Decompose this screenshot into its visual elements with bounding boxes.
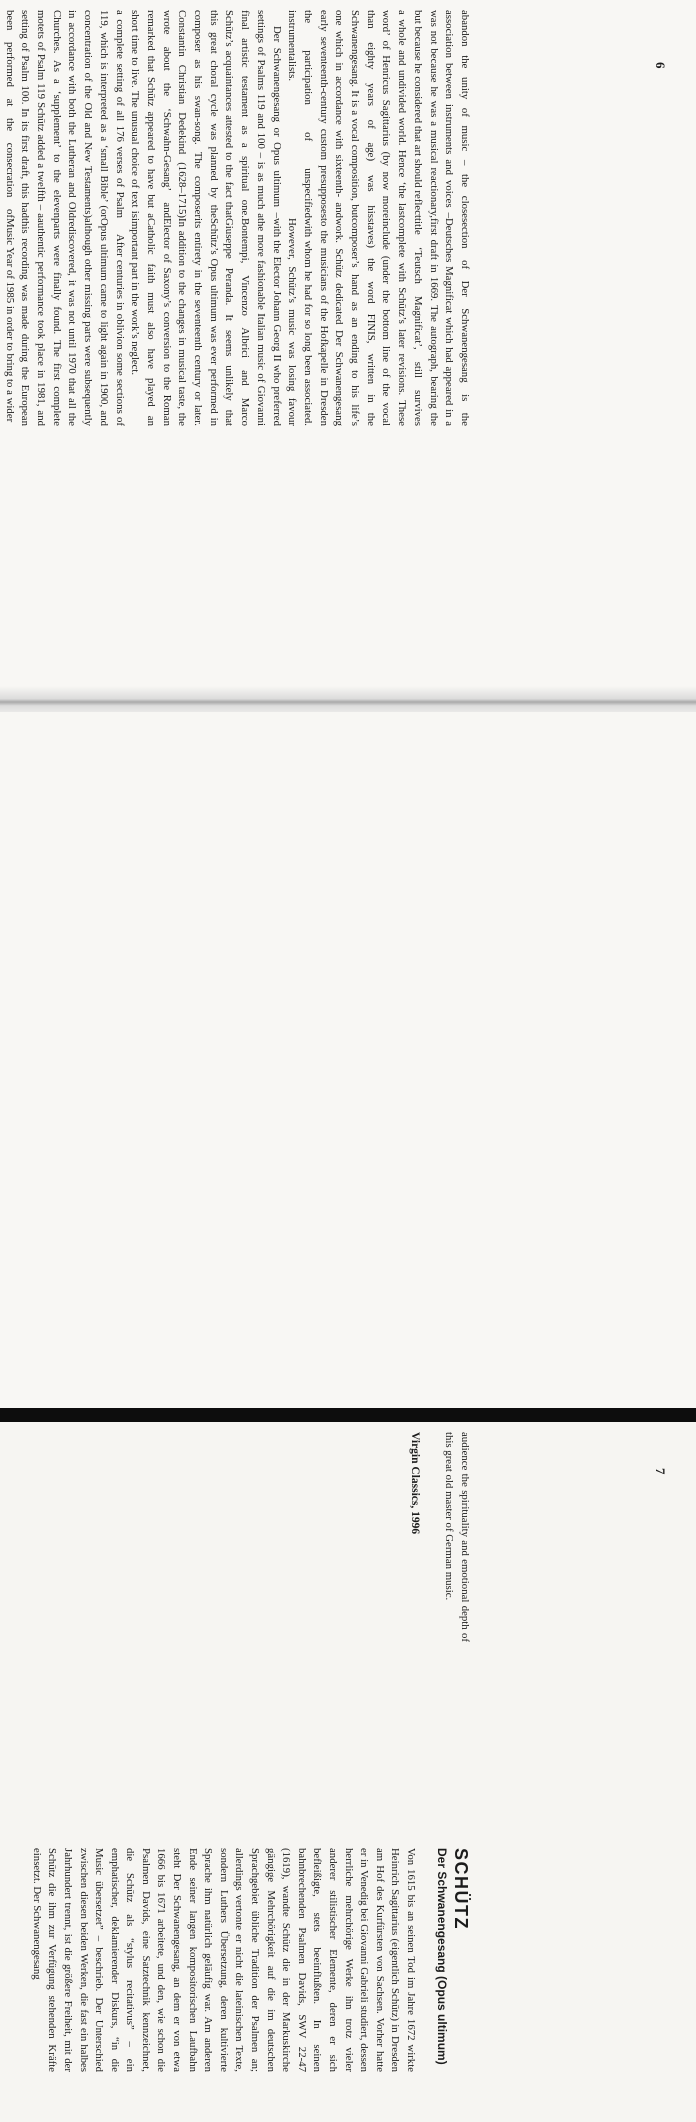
section-heading — [434, 1848, 472, 2072]
page-7-rotated-content — [30, 1432, 668, 2122]
page-number: 7 — [653, 1468, 668, 1475]
work-title: Der Schwanengesang (Opus ultimum) — [435, 1848, 449, 2065]
composer-name: SCHÜTZ — [451, 1848, 471, 1930]
paragraph: section of Der Schwanengesang is the Deutsches Magnificat which had appeared in a first draft in 1669. The autograph, bearing the title ‘Teutsch Magnificat’, still survives complete with Schütz’s later revisions. These include (under the bottom line of the vocal staves) the word FINIS, written in the composer’s hand as an ending to his life’s work. Schütz dedicated Der Schwanengesang to the musicians of the Hofkapelle in Dresden with whom he had for so long been associated. However, Schütz’s music was losing favour with the Elector Johann Georg II who preferred the more fashionable Italian music of Giovanni Bontempi, Vincenzo Albrici and Marco Giuseppe Peranda. It seems unlikely that Schütz’s Opus ultimum was ever performed in its entirety in the seventeenth century or later. In addition to the changes in musical taste, the Elector of Saxony’s conversion to the Roman Catholic faith must also have played an important part in the work’s neglect. — [129, 218, 471, 426]
page-6-rotated-content — [3, 10, 668, 690]
paragraph: Von 1615 bis an seinen Tod im Jahre 1672 wirkte Heinrich Sagittarius (eigentlich Schütz) in Dresden am Hof des Kurfürsten von Sachsen. Vorher hatte er in Venedig bei Giovanni Gabrieli studiert, dessen herrliche mehrchörige Werke ihn trotz vieler anderer stilistischer Elemente, deren er sich befleißigte, stets beeinflußten. In seinen bahnbrechenden Psalmen Davids, SWV 22-47 (1619), wandte Schütz die in der Markuskirche gängige Mehrchörigkeit auf die im deutschen Sprachgebiet übliche Tradition der Psalmen an; allerdings vertonte er nicht die lateinischen Texte, sondern Luthers Übersetzung, deren kultivierte Sprache ihm natürlich geläufig war. Am anderen Ende seiner langen kompositorischen Laufbahn steht Der Schwanengesang, an dem er von etwa 1666 bis 1671 arbeitete, und den, wie schon die Psalmen Davids, eine Satztechnik kennzeichnet, die Schütz als “stylus recitativus” – ein emphatischer, deklamierender Diskurs, “in die Music übersetzet” – beschrieb. Der Unterschied zwischen diesen beiden Werken, die fast ein halbes Jahrhundert trennt, ist die größere Freiheit, mit der Schütz die ihm zur Verfügung stehenden Kräfte einsetzt. Der Schwanengesang — [30, 1848, 417, 2072]
german-text-column — [28, 1848, 418, 2072]
paragraph: After centuries in oblivion some sections of Opus ultimum came to light again in 1900, and although other missing parts were subsequently rediscovered, it was not until 1970 that all the parts were finally found. The first complete authentic performance took place in 1981, and this recording was made during the European Music Year of 1985 in order to bring to a wider — [3, 218, 126, 426]
paragraph: audience the spirituality and emotional depth of this great old master of German music. — [443, 1432, 471, 1642]
text-column-continuation — [441, 1432, 472, 1642]
booklet-page-6 — [0, 0, 696, 700]
scan-edge — [0, 1408, 696, 1422]
page-number: 6 — [653, 62, 668, 69]
text-column-2 — [1, 218, 472, 426]
paragraph: abandon the unity of music – the close association between instruments and voices – was not because he was a musical reactionary, but because he considered that art should reflect a whole and undivided world. Hence ‘the last word’ of Henricus Sagittarius (by now more than eighty years of age) was his Schwanengesang. It is a vocal composition, but one which in accordance with sixteenth- and early seventeenth-century custom presupposes the participation of unspecified instrumentalists. — [286, 10, 471, 218]
record-label-credit: Virgin Classics, 1996 — [409, 1432, 421, 1535]
text-column-1 — [0, 10, 472, 218]
paragraph: Der Schwanengesang or Opus ultimum – settings of Psalms 119 and 100 – is as much a final artistic testament as a spiritual one. Schütz’s acquaintances attested to the fact that this great choral cycle was planned by the composer as his swan-song. The composer Constantin Christian Dedekind (1628–1715) wrote about the ‘Schwahn-Gesang’ and remarked that Schütz appeared to have but a short time to live. The unusual choice of text is a complete setting of all 176 verses of Psalm 119, which is interpreted as a ‘small Bible’ (or concentration of the Old and New Testaments) in accordance with both the Lutheran and Old Churches. As a ‘supplement’ to the eleven motets of Psalm 119 Schütz added a twelfth – a setting of Psalm 100. In its first draft, this had been performed at the consecration of — [3, 10, 283, 218]
booklet-page-7 — [0, 712, 696, 2072]
